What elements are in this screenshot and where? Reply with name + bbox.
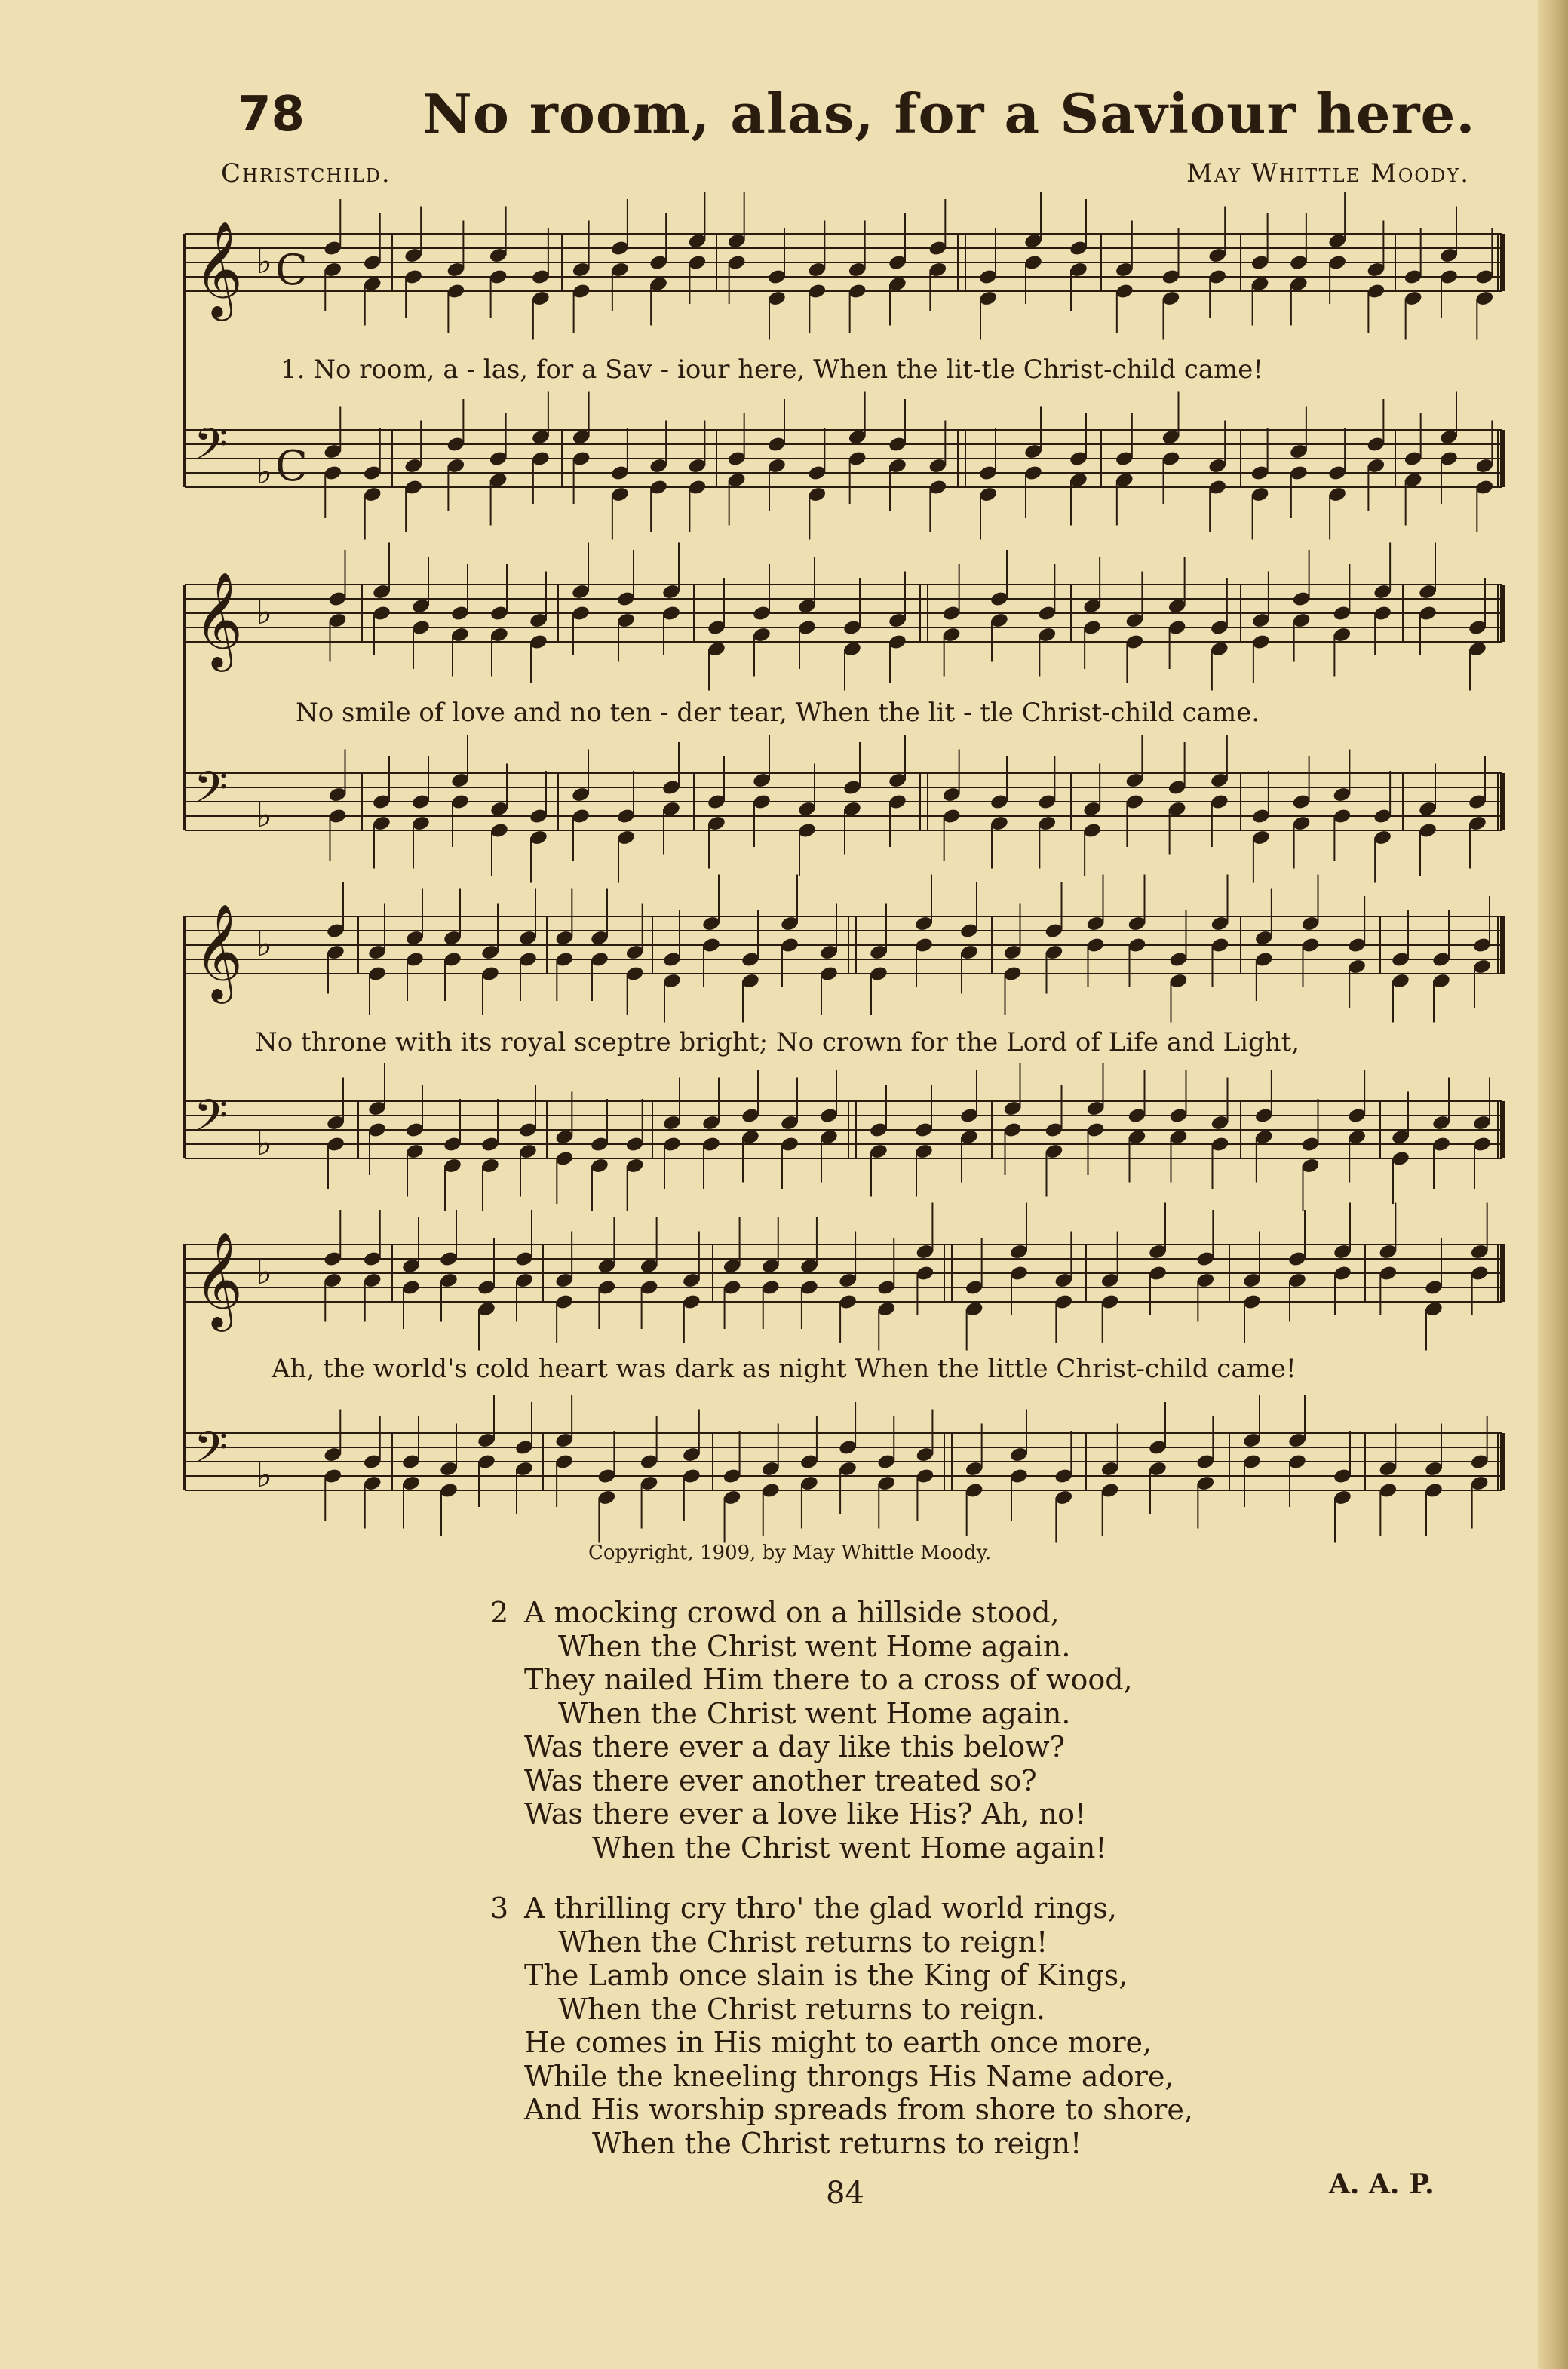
verse-line: And His worship spreads from shore to shore, bbox=[524, 2093, 1193, 2126]
key-flat: ♭ bbox=[256, 1456, 272, 1495]
key-flat: ♭ bbox=[256, 594, 272, 632]
verse-line: When the Christ returns to reign! bbox=[592, 2126, 1082, 2160]
composer-name: May Whittle Moody. bbox=[1186, 158, 1470, 189]
verse-number: 3 bbox=[490, 1892, 509, 1925]
key-flat: ♭ bbox=[256, 243, 272, 281]
key-flat: ♭ bbox=[256, 925, 272, 964]
lyric-line-2: No smile of love and no ten - der tear, When the lit - tle Christ-child came. bbox=[296, 698, 1260, 728]
author-initials: A. A. P. bbox=[1329, 2168, 1435, 2200]
clef-glyph: 𝄢 bbox=[194, 762, 229, 824]
verse-line: When the Christ returns to reign! bbox=[558, 1925, 1048, 1959]
verse-line: He comes in His might to earth once more, bbox=[524, 2026, 1152, 2059]
clef-glyph: 𝄞 bbox=[194, 1231, 244, 1327]
verse-3 bbox=[490, 1892, 1193, 2160]
copyright-notice: Copyright, 1909, by May Whittle Moody. bbox=[588, 1542, 992, 1564]
clef-glyph: 𝄢 bbox=[194, 1090, 229, 1152]
lyric-line-4: Ah, the world's cold heart was dark as night When the little Christ-child came! bbox=[272, 1354, 1296, 1384]
lyric-line-1: 1. No room, a - las, for a Sav - iour here, When the lit-tle Christ-child came! bbox=[281, 354, 1264, 385]
time-signature: C bbox=[275, 442, 308, 491]
clef-glyph: 𝄢 bbox=[194, 1422, 229, 1484]
verse-line: A thrilling cry thro' the glad world rings, bbox=[524, 1892, 1117, 1925]
verse-line: While the kneeling throngs His Name adore, bbox=[524, 2059, 1174, 2093]
verse-line: Was there ever a love like His? Ah, no! bbox=[524, 1797, 1087, 1830]
verse-line: The Lamb once slain is the King of Kings, bbox=[524, 1959, 1128, 1992]
tune-name: Christchild. bbox=[221, 158, 391, 189]
verse-2 bbox=[490, 1596, 1133, 1864]
hymn-title: No room, alas, for a Saviour here. bbox=[422, 81, 1476, 146]
clef-glyph: 𝄞 bbox=[194, 571, 244, 667]
verse-number: 2 bbox=[490, 1596, 509, 1629]
verse-line: When the Christ went Home again. bbox=[558, 1696, 1071, 1730]
key-flat: ♭ bbox=[256, 453, 272, 492]
key-flat: ♭ bbox=[256, 1125, 272, 1163]
key-flat: ♭ bbox=[256, 1254, 272, 1292]
clef-glyph: 𝄢 bbox=[194, 419, 229, 480]
lyric-line-3: No throne with its royal sceptre bright; No crown for the Lord of Life and Light, bbox=[255, 1027, 1300, 1057]
verse-line: When the Christ went Home again. bbox=[558, 1629, 1071, 1663]
key-flat: ♭ bbox=[256, 796, 272, 835]
page-number: 84 bbox=[826, 2176, 864, 2211]
verse-line: Was there ever another treated so? bbox=[524, 1763, 1037, 1797]
verse-line: When the Christ returns to reign. bbox=[558, 1992, 1046, 2026]
hymn-number: 78 bbox=[238, 87, 305, 143]
time-signature: C bbox=[275, 246, 308, 295]
clef-glyph: 𝄞 bbox=[194, 903, 244, 999]
verse-line: When the Christ went Home again! bbox=[592, 1830, 1107, 1864]
verse-line: Was there ever a day like this below? bbox=[524, 1730, 1066, 1763]
verse-line: They nailed Him there to a cross of wood, bbox=[524, 1663, 1133, 1696]
verse-line: A mocking crowd on a hillside stood, bbox=[524, 1596, 1060, 1629]
clef-glyph: 𝄞 bbox=[194, 220, 244, 317]
